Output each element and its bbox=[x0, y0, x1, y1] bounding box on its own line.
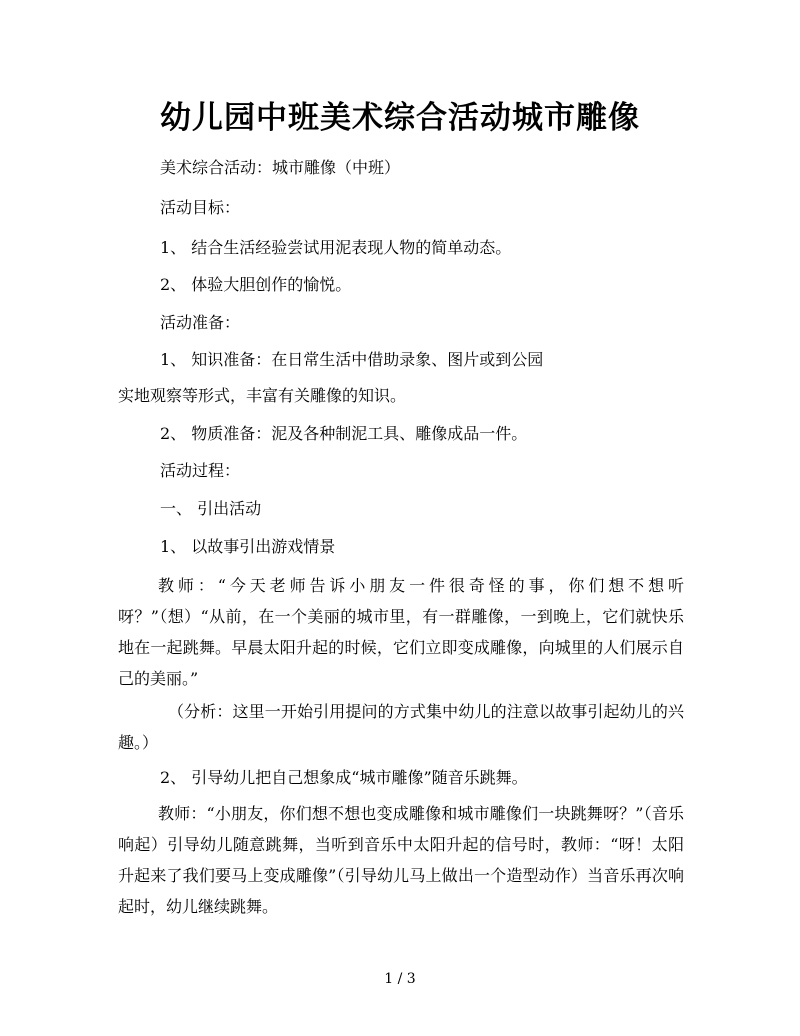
subtitle-line: 美术综合活动：城市雕像（中班） bbox=[160, 158, 401, 177]
section-heading-process: 活动过程： bbox=[160, 461, 241, 480]
goal-item-1: 1、 结合生活经验尝试用泥表现人物的简单动态。 bbox=[160, 238, 512, 257]
preparation-item-1: 1、 知识准备：在日常生活中借助录象、图片或到公园 bbox=[160, 350, 544, 369]
step-item-2: 2、 引导幼儿把自己想象成“城市雕像”随音乐跳舞。 bbox=[160, 768, 528, 787]
section-heading-preparation: 活动准备： bbox=[160, 313, 241, 332]
teacher-paragraph-1: 教师：“今天老师告诉小朋友一件很奇怪的事，你们想不想听呀？”（想）“从前，在一个美丽的城市里，有一群雕像，一到晚上，它们就快乐地在一起跳舞。早晨太阳升起的时候，它们立即变成雕像，向城里的人们展示自己的美丽。” bbox=[118, 576, 684, 688]
step-heading-1: 一、 引出活动 bbox=[160, 499, 262, 518]
step-item-1: 1、 以故事引出游戏情景 bbox=[160, 537, 336, 556]
section-heading-goals: 活动目标： bbox=[160, 198, 241, 217]
preparation-item-2: 2、 物质准备：泥及各种制泥工具、雕像成品一件。 bbox=[160, 424, 528, 443]
page-title: 幼儿园中班美术综合活动城市雕像 bbox=[160, 100, 640, 136]
teacher-paragraph-2: 教师：“小朋友，你们想不想也变成雕像和城市雕像们一块跳舞呀？”（音乐响起）引导幼儿随意跳舞，当听到音乐中太阳升起的信号时，教师：“呀！太阳升起来了我们要马上变成雕像”（引导幼儿马上做出一个造型动作）当音乐再次响起时，幼儿继续跳舞。 bbox=[118, 804, 684, 916]
page-number: 1 / 3 bbox=[384, 971, 416, 987]
goal-item-2: 2、 体验大胆创作的愉悦。 bbox=[160, 275, 352, 294]
analysis-paragraph: （分析：这里一开始引用提问的方式集中幼儿的注意以故事引起幼儿的兴趣。） bbox=[118, 702, 684, 752]
preparation-item-1-continued: 实地观察等形式，丰富有关雕像的知识。 bbox=[118, 386, 407, 405]
